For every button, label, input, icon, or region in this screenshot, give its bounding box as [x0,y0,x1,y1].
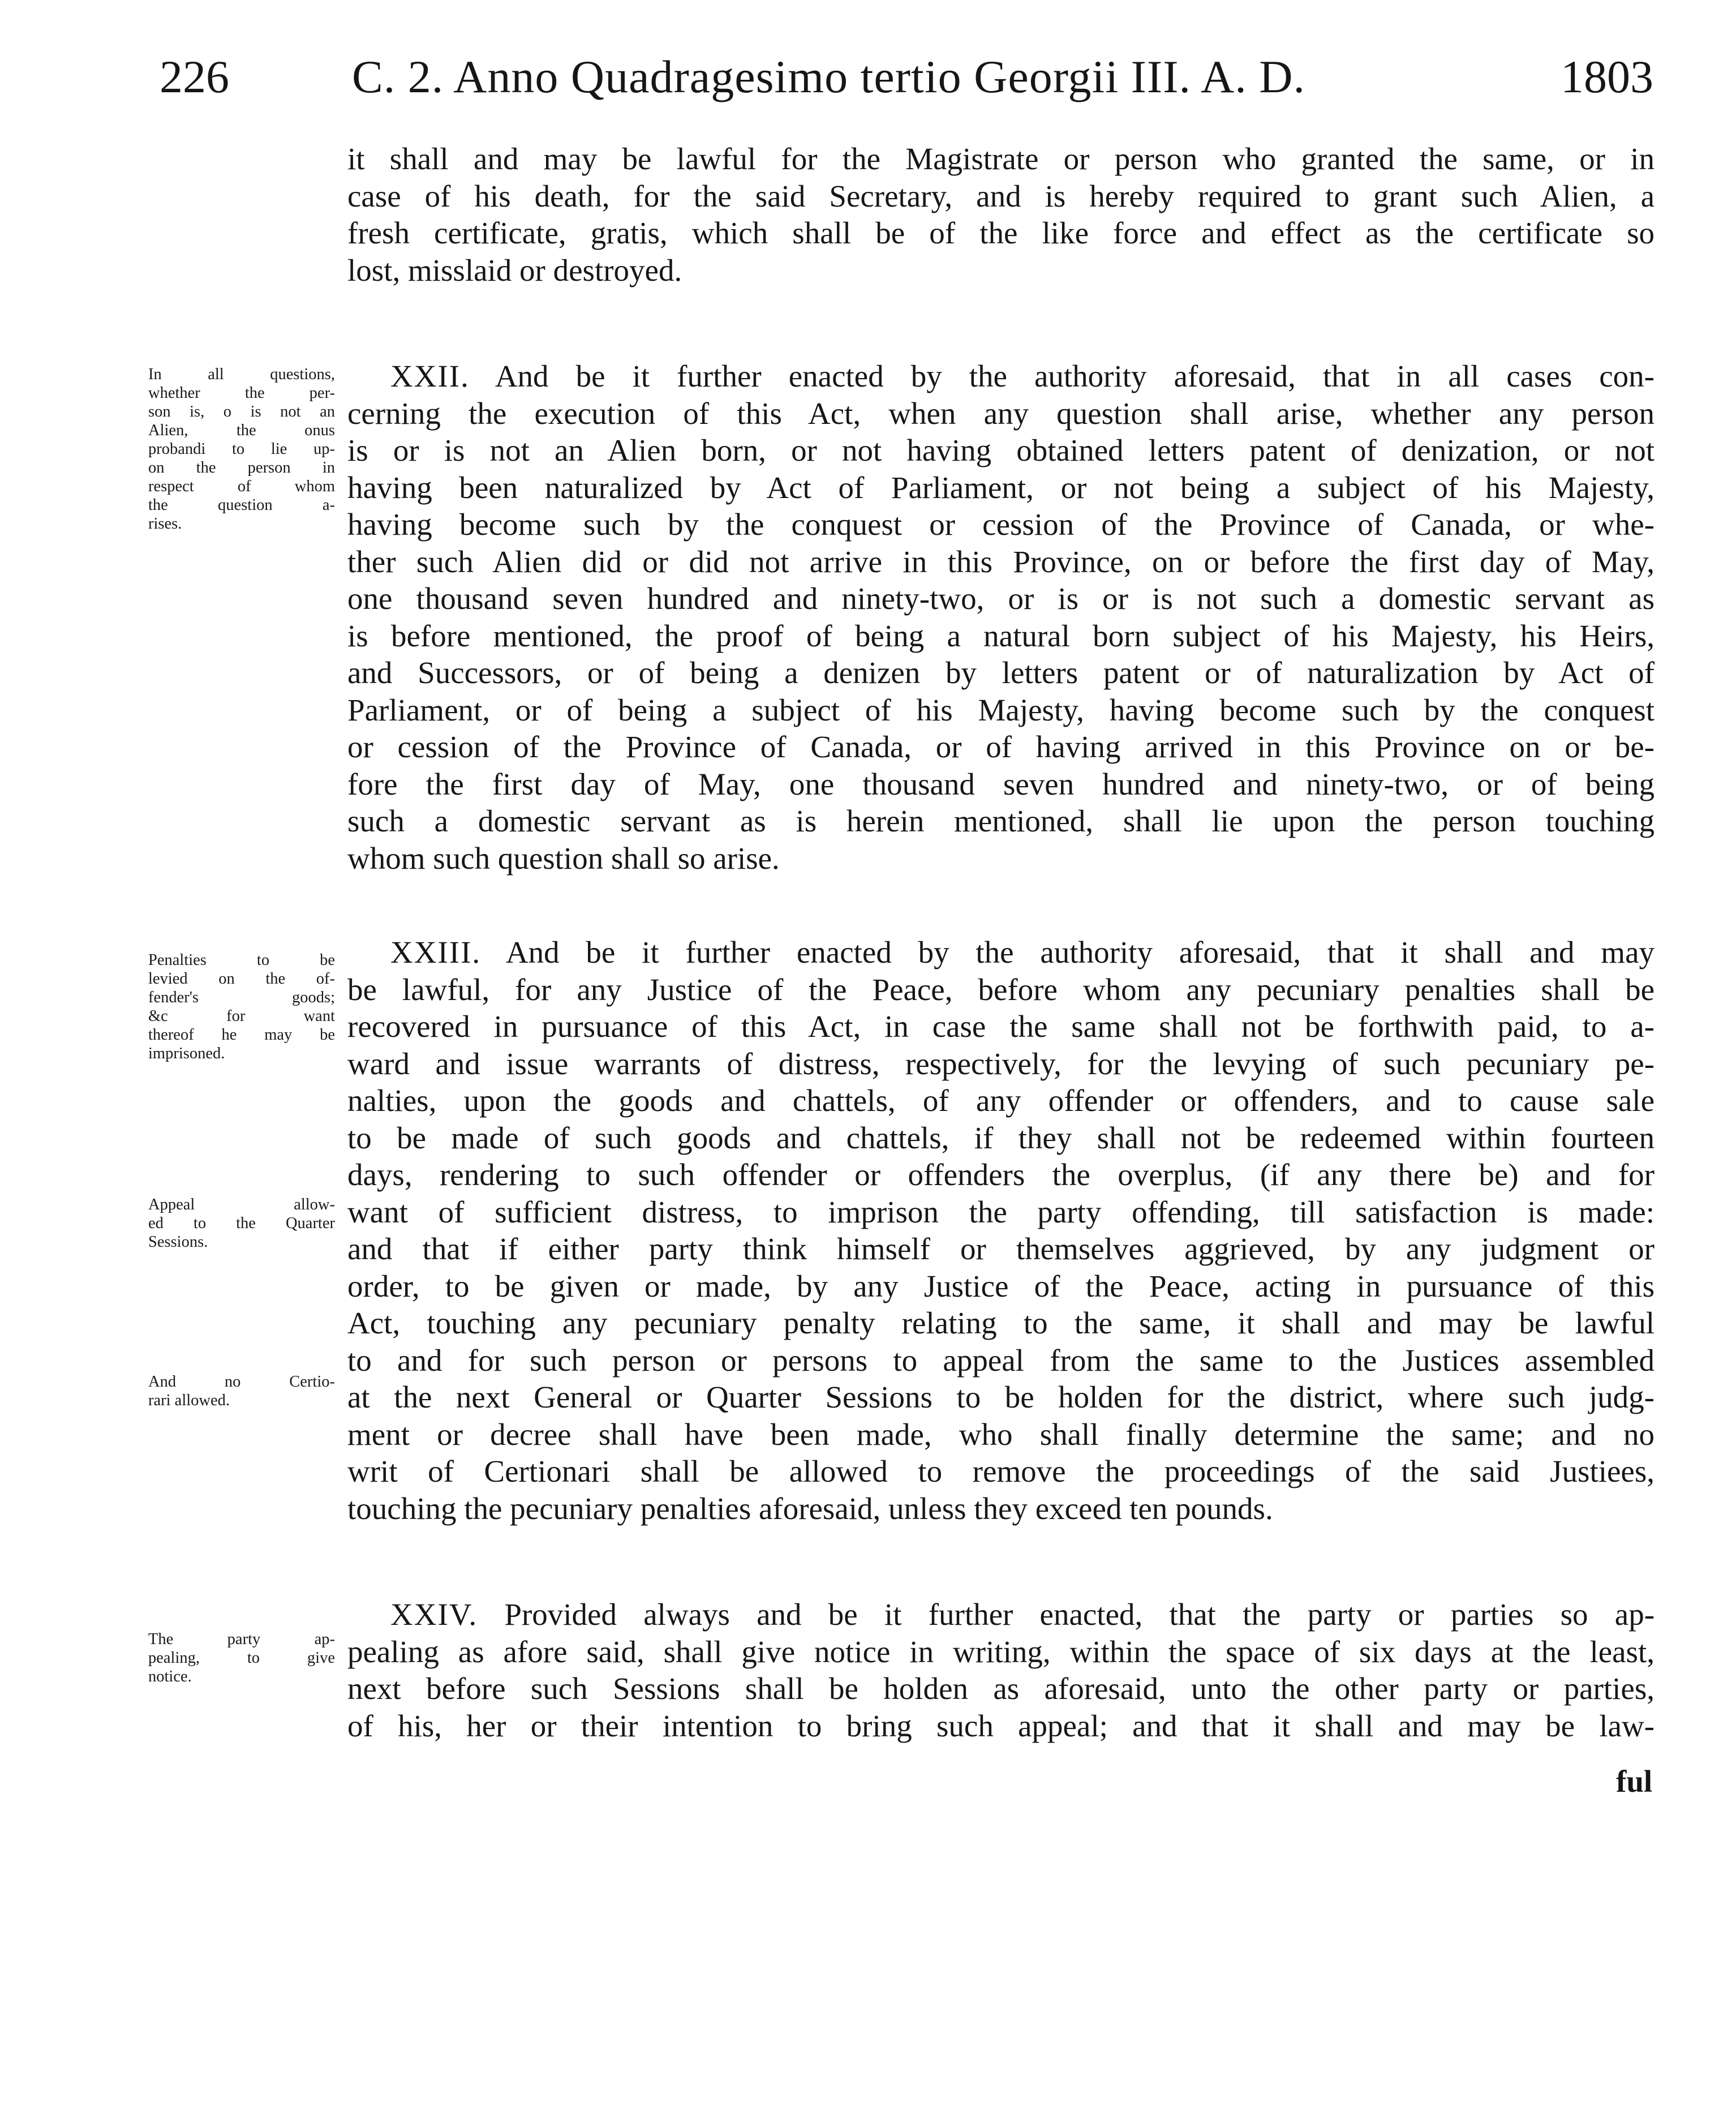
margin-note-line: rises. [148,515,182,533]
text-line: of his, her or their intention to bring such appeal; and that it shall and may be law- [347,1708,1655,1743]
text-line: at the next General or Quarter Sessions to be holden for the district, where such judg- [347,1380,1655,1414]
margin-note-line: the question a- [148,496,335,514]
section-text: And be it further enacted by the authority aforesaid, that in all cases con- [495,359,1655,393]
margin-note-certiorari [148,1372,335,1410]
text-line: to be made of such goods and chattels, if they shall not be redeemed within fourteen [347,1120,1655,1155]
running-head [160,49,1653,105]
text-line: be lawful, for any Justice of the Peace, before whom any pecuniary penalties shall be [347,972,1655,1007]
margin-note-line: on the person in [148,459,335,477]
text-line: order, to be given or made, by any Justice of the Peace, acting in pursuance of this [347,1268,1655,1303]
text-line [347,358,1655,395]
text-line: lost, misslaid or destroyed. [347,252,682,288]
text-line: and Successors, or of being a denizen by letters patent or of naturalization by Act of [347,655,1655,690]
text-line: cerning the execution of this Act, when any question shall arise, whether any person [347,396,1655,431]
running-head-title: C. 2. Anno Quadragesimo tertio Georgii III. A. D. [352,51,1305,102]
page-number: 226 [160,51,229,102]
paragraph-continuation [347,140,1655,289]
section-text: And be it further enacted by the authority aforesaid, that it shall and may [505,935,1655,969]
margin-note-line: levied on the of- [148,970,335,988]
text-line: fore the first day of May, one thousand seven hundred and ninety-two, or of being [347,766,1655,801]
section-number: XXIII. [390,935,482,969]
text-line: to and for such person or persons to appeal from the same to the Justices assembled [347,1342,1655,1378]
margin-note-appeal [148,1195,335,1251]
text-line: and that if either party think himself or themselves aggrieved, by any judgment or [347,1232,1655,1266]
margin-note-line: son is, o is not an [148,403,335,420]
text-line: ward and issue warrants of distress, respectively, for the levying of such pecuniary pe- [347,1046,1655,1081]
margin-note-line: Sessions. [148,1233,208,1251]
text-line: writ of Certionari shall be allowed to remove the proceedings of the said Justiees, [347,1454,1655,1488]
margin-note-line: And no Certio- [148,1373,335,1391]
section-xxiv [347,1596,1655,1744]
margin-note-line: rari allowed. [148,1392,230,1409]
running-head-year: 1803 [1561,51,1653,102]
text-line: touching the pecuniary penalties aforesaid, unless they exceed ten pounds. [347,1491,1273,1526]
catchword: ful [1616,1764,1653,1799]
margin-note-line: &c for want [148,1007,335,1025]
margin-note-notice [148,1630,335,1686]
text-line [347,934,1655,971]
text-line: pealing as afore said, shall give notice in writing, within the space of six days at the least, [347,1634,1655,1669]
margin-note-line: Alien, the onus [148,422,335,439]
text-line: whom such question shall so arise. [347,840,780,876]
margin-note-line: Penalties to be [148,951,335,969]
margin-note-line: In all questions, [148,366,335,383]
text-line: having been naturalized by Act of Parliament, or not being a subject of his Majesty, [347,470,1655,505]
text-line: fresh certificate, gratis, which shall be of the like force and effect as the certificate so [347,216,1655,250]
text-line: such a domestic servant as is herein mentioned, shall lie upon the person touching [347,804,1655,838]
margin-note-line: fender's goods; [148,989,335,1006]
text-line: want of sufficient distress, to imprison the party offending, till satisfaction is made: [347,1194,1655,1229]
text-line: ment or decree shall have been made, who shall finally determine the same; and no [347,1417,1655,1452]
section-number: XXII. [390,359,470,393]
text-line: one thousand seven hundred and ninety-two, or is or is not such a domestic servant as [347,581,1655,616]
text-line: it shall and may be lawful for the Magistrate or person who granted the same, or in [347,141,1655,176]
text-line: next before such Sessions shall be holden as aforesaid, unto the other party or parties, [347,1671,1655,1706]
text-line: nalties, upon the goods and chattels, of any offender or offenders, and to cause sale [347,1083,1655,1118]
text-line: or cession of the Province of Canada, or of having arrived in this Province on or be- [347,730,1655,764]
section-xxiii [347,934,1655,1527]
text-line: is before mentioned, the proof of being a natural born subject of his Majesty, his Heirs, [347,618,1655,653]
margin-note-line: Appeal allow- [148,1196,335,1213]
margin-note-line: probandi to lie up- [148,440,335,458]
text-line: Parliament, or of being a subject of his Majesty, having become such by the conquest [347,692,1655,727]
margin-note-line: pealing, to give [148,1649,335,1667]
margin-note-line: whether the per- [148,384,335,402]
margin-note-onus-probandi [148,365,335,533]
text-line: Act, touching any pecuniary penalty relating to the same, it shall and may be lawful [347,1306,1655,1340]
section-number: XXIV. [390,1597,478,1632]
text-line: recovered in pursuance of this Act, in case the same shall not be forthwith paid, to a- [347,1009,1655,1044]
margin-note-line: notice. [148,1668,192,1685]
text-line: case of his death, for the said Secretary, and is hereby required to grant such Alien, a [347,178,1655,213]
margin-note-line: imprisoned. [148,1045,225,1062]
margin-note-penalties [148,951,335,1063]
text-line: is or is not an Alien born, or not having obtained letters patent of denization, or not [347,433,1655,467]
text-line: days, rendering to such offender or offenders the overplus, (if any there be) and for [347,1157,1655,1192]
section-text: Provided always and be it further enacted, that the party or parties so ap- [504,1597,1655,1632]
margin-note-line: ed to the Quarter [148,1215,335,1232]
section-xxii [347,358,1655,877]
margin-note-line: respect of whom [148,478,335,495]
text-line [347,1596,1655,1633]
margin-note-line: thereof he may be [148,1026,335,1044]
margin-note-line: The party ap- [148,1630,335,1648]
text-line: ther such Alien did or did not arrive in this Province, on or before the first day of May, [347,544,1655,579]
text-line: having become such by the conquest or cession of the Province of Canada, or whe- [347,507,1655,542]
